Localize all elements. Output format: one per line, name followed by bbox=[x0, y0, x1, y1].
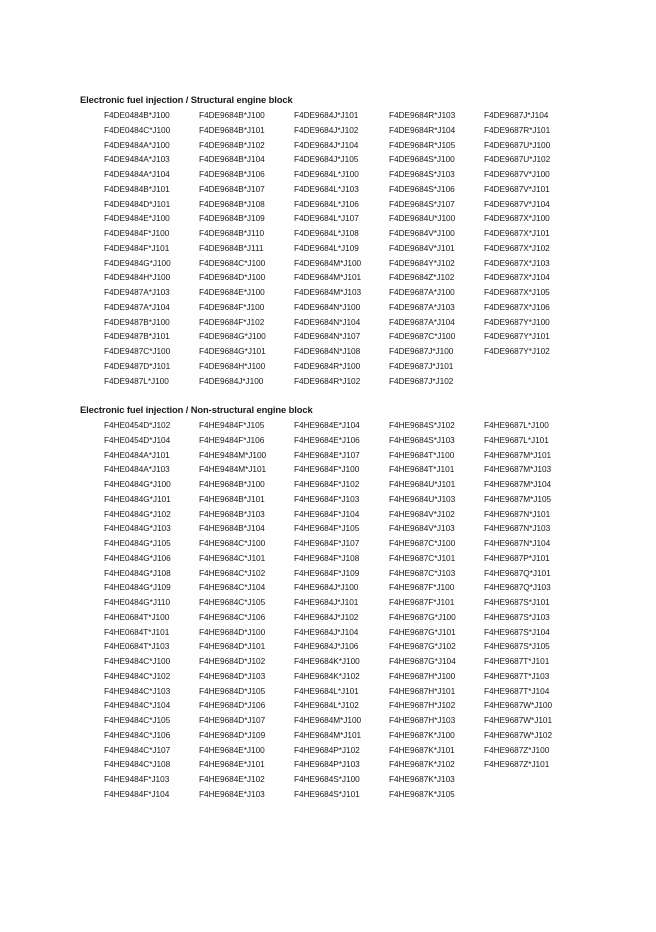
engine-code: F4HE9687N*J104 bbox=[484, 538, 551, 548]
engine-code: F4HE9484F*J106 bbox=[199, 434, 265, 445]
engine-code: F4DE9684M*J101 bbox=[294, 272, 362, 283]
engine-code: F4DE9684L*J103 bbox=[294, 183, 359, 194]
engine-code: F4HE9484F*J105 bbox=[199, 420, 265, 430]
engine-code: F4HE9684M*J101 bbox=[294, 729, 362, 740]
engine-code: F4HE9684D*J107 bbox=[199, 715, 266, 725]
engine-code: F4DE9684G*J100 bbox=[199, 331, 266, 342]
engine-code: F4DE9684B*J104 bbox=[199, 154, 265, 165]
engine-code: F4DE0484B*J100 bbox=[104, 110, 170, 120]
engine-code: F4HE0484G*J101 bbox=[104, 493, 171, 504]
engine-code: F4HE9684J*J106 bbox=[294, 641, 359, 652]
engine-code: F4HE9687H*J101 bbox=[389, 685, 456, 696]
engine-code: F4HE9684S*J102 bbox=[389, 420, 455, 430]
engine-code: F4HE9684B*J100 bbox=[199, 479, 265, 489]
engine-code: F4HE0484G*J105 bbox=[104, 538, 171, 548]
engine-code: F4HE9684S*J100 bbox=[294, 774, 360, 784]
engine-code: F4HE9687Q*J103 bbox=[484, 582, 551, 593]
engine-code: F4DE9684F*J102 bbox=[199, 316, 265, 327]
engine-code: F4DE9484D*J101 bbox=[104, 198, 171, 209]
engine-code: F4DE9487B*J101 bbox=[104, 331, 170, 342]
engine-code: F4HE9684K*J100 bbox=[294, 656, 360, 666]
code-column bbox=[389, 418, 484, 802]
engine-code: F4DE9684J*J102 bbox=[294, 124, 359, 135]
engine-code: F4HE0484G*J100 bbox=[104, 479, 171, 489]
engine-code: F4HE0484A*J103 bbox=[104, 464, 170, 475]
engine-code: F4HE9484C*J106 bbox=[104, 729, 171, 740]
engine-code: F4HE9684F*J104 bbox=[294, 508, 360, 519]
engine-code: F4HE9687L*J101 bbox=[484, 434, 549, 445]
engine-code: F4HE9684E*J101 bbox=[199, 759, 265, 770]
engine-code: F4DE9684J*J101 bbox=[294, 110, 359, 120]
engine-code: F4DE9484A*J104 bbox=[104, 169, 170, 179]
engine-code: F4DE9687J*J100 bbox=[389, 346, 454, 356]
engine-code: F4HE9687C*J100 bbox=[389, 538, 456, 548]
engine-code: F4DE9684R*J100 bbox=[294, 360, 361, 371]
engine-code: F4HE9687C*J101 bbox=[389, 552, 456, 563]
engine-code: F4HE9684D*J102 bbox=[199, 656, 266, 666]
engine-code: F4DE9684S*J106 bbox=[389, 183, 455, 194]
code-column bbox=[389, 108, 484, 388]
engine-code: F4HE9484M*J101 bbox=[199, 464, 267, 475]
engine-code: F4HE0684T*J100 bbox=[104, 611, 170, 622]
engine-code: F4DE9684M*J103 bbox=[294, 287, 362, 297]
engine-code: F4HE9687W*J102 bbox=[484, 729, 553, 740]
engine-code: F4DE9684D*J100 bbox=[199, 272, 266, 283]
engine-code: F4DE9684F*J100 bbox=[199, 301, 265, 312]
engine-code: F4DE9687U*J100 bbox=[484, 139, 551, 150]
engine-code: F4HE9687Z*J100 bbox=[484, 744, 550, 755]
engine-code: F4HE9684F*J107 bbox=[294, 538, 360, 548]
code-column bbox=[104, 418, 199, 802]
engine-code: F4HE9684B*J104 bbox=[199, 523, 265, 534]
engine-code: F4HE9684C*J106 bbox=[199, 611, 266, 622]
engine-code: F4HE9484C*J103 bbox=[104, 685, 171, 696]
engine-code: F4HE9687F*J100 bbox=[389, 582, 455, 593]
engine-code: F4HE9684C*J104 bbox=[199, 582, 266, 593]
engine-code: F4DE9487L*J100 bbox=[104, 375, 169, 386]
engine-code: F4HE9684D*J103 bbox=[199, 670, 266, 681]
engine-code: F4HE9684V*J103 bbox=[389, 523, 455, 534]
engine-code: F4HE9687S*J105 bbox=[484, 641, 550, 652]
engine-code: F4DE9684B*J107 bbox=[199, 183, 265, 194]
engine-code: F4DE9484E*J100 bbox=[104, 213, 170, 224]
engine-code: F4HE9684D*J100 bbox=[199, 626, 266, 637]
engine-code: F4HE9687S*J103 bbox=[484, 611, 550, 622]
engine-code: F4DE9684B*J108 bbox=[199, 198, 265, 209]
engine-code: F4DE9487D*J101 bbox=[104, 360, 171, 371]
engine-code: F4DE9484F*J100 bbox=[104, 228, 170, 238]
engine-code: F4HE9687N*J101 bbox=[484, 508, 551, 519]
engine-code: F4HE9687P*J101 bbox=[484, 552, 550, 563]
engine-code: F4HE9687H*J103 bbox=[389, 715, 456, 725]
engine-code: F4DE9684Y*J102 bbox=[389, 257, 455, 268]
engine-code: F4HE9684D*J101 bbox=[199, 641, 266, 652]
engine-code: F4HE9684L*J102 bbox=[294, 700, 359, 711]
engine-code: F4DE9684N*J104 bbox=[294, 316, 361, 327]
engine-code: F4DE9487B*J100 bbox=[104, 316, 170, 327]
engine-code: F4DE9687J*J102 bbox=[389, 375, 454, 386]
engine-code: F4HE9484C*J107 bbox=[104, 744, 171, 755]
engine-code: F4HE9484C*J105 bbox=[104, 715, 171, 725]
engine-code: F4HE9684E*J102 bbox=[199, 774, 265, 784]
engine-code: F4DE9687A*J103 bbox=[389, 301, 455, 312]
engine-code: F4DE9684V*J100 bbox=[389, 228, 455, 238]
code-grid bbox=[104, 108, 579, 388]
engine-code: F4DE0484C*J100 bbox=[104, 124, 171, 135]
engine-code: F4HE9684C*J100 bbox=[199, 538, 266, 548]
engine-code: F4HE9687K*J103 bbox=[389, 774, 455, 784]
engine-code: F4DE9684M*J100 bbox=[294, 257, 362, 268]
engine-code: F4DE9684Z*J102 bbox=[389, 272, 455, 283]
engine-code: F4DE9684B*J106 bbox=[199, 169, 265, 179]
engine-code: F4HE9484C*J102 bbox=[104, 670, 171, 681]
engine-code: F4DE9684R*J104 bbox=[389, 124, 456, 135]
engine-code: F4HE9684M*J100 bbox=[294, 715, 362, 725]
engine-code: F4HE9687T*J103 bbox=[484, 670, 550, 681]
engine-code: F4HE9684D*J105 bbox=[199, 685, 266, 696]
engine-code: F4DE9684G*J101 bbox=[199, 346, 266, 356]
code-column bbox=[199, 418, 294, 802]
code-column bbox=[294, 418, 389, 802]
engine-code: F4DE9684J*J100 bbox=[199, 375, 264, 386]
engine-code: F4DE9687X*J103 bbox=[484, 257, 550, 268]
engine-code: F4HE9687K*J105 bbox=[389, 788, 455, 799]
engine-code: F4DE9684N*J100 bbox=[294, 301, 361, 312]
engine-code: F4DE9684R*J105 bbox=[389, 139, 456, 150]
engine-code: F4HE9687T*J104 bbox=[484, 685, 550, 696]
engine-code: F4DE9684U*J100 bbox=[389, 213, 456, 224]
engine-code: F4HE9684C*J102 bbox=[199, 567, 266, 578]
engine-code: F4HE9684F*J108 bbox=[294, 552, 360, 563]
engine-code: F4HE9684P*J103 bbox=[294, 759, 360, 770]
engine-code: F4HE9684J*J102 bbox=[294, 611, 359, 622]
engine-code: F4DE9684B*J100 bbox=[199, 110, 265, 120]
engine-code: F4DE9487A*J103 bbox=[104, 287, 170, 297]
engine-code: F4HE9687M*J105 bbox=[484, 493, 552, 504]
engine-code: F4HE0484G*J108 bbox=[104, 567, 171, 578]
engine-code: F4DE9687X*J100 bbox=[484, 213, 550, 224]
engine-code: F4HE9684P*J102 bbox=[294, 744, 360, 755]
engine-code: F4HE9687S*J104 bbox=[484, 626, 550, 637]
engine-code: F4HE9684T*J101 bbox=[389, 464, 455, 475]
engine-code: F4HE9684D*J106 bbox=[199, 700, 266, 711]
engine-code: F4HE9684E*J104 bbox=[294, 420, 360, 430]
engine-code: F4HE9684E*J106 bbox=[294, 434, 360, 445]
engine-code: F4HE9687W*J100 bbox=[484, 700, 553, 711]
engine-code: F4HE0484A*J101 bbox=[104, 449, 170, 460]
engine-code: F4HE9684V*J102 bbox=[389, 508, 455, 519]
engine-code: F4DE9687V*J100 bbox=[484, 169, 550, 179]
engine-code: F4DE9487A*J104 bbox=[104, 301, 170, 312]
code-column bbox=[199, 108, 294, 388]
engine-code: F4DE9687Y*J102 bbox=[484, 346, 550, 356]
engine-code: F4DE9687J*J104 bbox=[484, 110, 549, 120]
engine-code: F4HE9687G*J100 bbox=[389, 611, 456, 622]
engine-code: F4HE9687G*J102 bbox=[389, 641, 456, 652]
engine-code: F4HE9687S*J101 bbox=[484, 597, 550, 607]
engine-code: F4HE9684S*J103 bbox=[389, 434, 455, 445]
engine-code: F4HE9687K*J102 bbox=[389, 759, 455, 770]
engine-code: F4DE9687A*J100 bbox=[389, 287, 455, 297]
code-column bbox=[484, 108, 579, 388]
engine-code: F4DE9684L*J108 bbox=[294, 228, 359, 238]
engine-code: F4HE9684K*J102 bbox=[294, 670, 360, 681]
engine-code: F4HE9687F*J101 bbox=[389, 597, 455, 607]
engine-code: F4HE9687M*J104 bbox=[484, 479, 552, 489]
engine-code: F4DE9684B*J101 bbox=[199, 124, 265, 135]
engine-code: F4HE9484F*J104 bbox=[104, 788, 170, 799]
engine-code: F4HE9684U*J103 bbox=[389, 493, 456, 504]
engine-code: F4HE9684C*J105 bbox=[199, 597, 266, 607]
engine-code: F4HE9684J*J100 bbox=[294, 582, 359, 593]
engine-code: F4HE9687M*J103 bbox=[484, 464, 552, 475]
engine-code: F4HE9684F*J103 bbox=[294, 493, 360, 504]
engine-code: F4HE0454D*J102 bbox=[104, 420, 171, 430]
engine-code: F4HE9687K*J100 bbox=[389, 729, 455, 740]
engine-code: F4HE9687G*J104 bbox=[389, 656, 456, 666]
code-column bbox=[294, 108, 389, 388]
engine-code: F4HE9684B*J103 bbox=[199, 508, 265, 519]
engine-code: F4DE9684J*J105 bbox=[294, 154, 359, 165]
engine-code: F4DE9684J*J104 bbox=[294, 139, 359, 150]
engine-code: F4DE9484B*J101 bbox=[104, 183, 170, 194]
engine-code: F4DE9684B*J109 bbox=[199, 213, 265, 224]
engine-code: F4HE9684B*J101 bbox=[199, 493, 265, 504]
engine-code: F4HE0684T*J103 bbox=[104, 641, 170, 652]
engine-code: F4DE9684S*J107 bbox=[389, 198, 455, 209]
engine-code: F4HE9484F*J103 bbox=[104, 774, 170, 784]
engine-code: F4DE9684E*J100 bbox=[199, 287, 265, 297]
engine-code: F4HE0684T*J101 bbox=[104, 626, 170, 637]
engine-code: F4HE9687G*J101 bbox=[389, 626, 456, 637]
engine-code: F4DE9687X*J105 bbox=[484, 287, 550, 297]
engine-code: F4DE9684S*J103 bbox=[389, 169, 455, 179]
engine-code: F4HE9687W*J101 bbox=[484, 715, 553, 725]
engine-code: F4DE9684N*J107 bbox=[294, 331, 361, 342]
engine-code: F4HE9684F*J100 bbox=[294, 464, 360, 475]
engine-code: F4HE9684U*J101 bbox=[389, 479, 456, 489]
engine-code: F4DE9484G*J100 bbox=[104, 257, 171, 268]
engine-code: F4DE9684B*J111 bbox=[199, 242, 264, 253]
engine-code: F4HE9684E*J100 bbox=[199, 744, 265, 755]
engine-code: F4DE9687R*J101 bbox=[484, 124, 551, 135]
engine-code: F4DE9684B*J110 bbox=[199, 228, 265, 238]
engine-code: F4HE0484G*J109 bbox=[104, 582, 171, 593]
engine-code: F4HE0484G*J102 bbox=[104, 508, 171, 519]
engine-code: F4DE9684S*J100 bbox=[389, 154, 455, 165]
engine-code: F4DE9687U*J102 bbox=[484, 154, 551, 165]
engine-code: F4HE9684T*J100 bbox=[389, 449, 455, 460]
engine-code: F4DE9687X*J102 bbox=[484, 242, 550, 253]
engine-code: F4DE9684R*J103 bbox=[389, 110, 456, 120]
engine-code: F4DE9687X*J104 bbox=[484, 272, 550, 283]
engine-code: F4HE0484G*J110 bbox=[104, 597, 171, 607]
engine-code: F4HE9484M*J100 bbox=[199, 449, 267, 460]
engine-code: F4DE9684L*J106 bbox=[294, 198, 359, 209]
engine-code: F4HE9687M*J101 bbox=[484, 449, 552, 460]
engine-code: F4HE9687N*J103 bbox=[484, 523, 551, 534]
engine-code: F4DE9687Y*J101 bbox=[484, 331, 550, 342]
section-heading: Electronic fuel injection / Structural engine block bbox=[80, 94, 293, 105]
engine-code: F4HE0484G*J103 bbox=[104, 523, 171, 534]
engine-code: F4DE9687V*J101 bbox=[484, 183, 550, 194]
engine-code: F4HE9687K*J101 bbox=[389, 744, 455, 755]
engine-code: F4DE9684L*J109 bbox=[294, 242, 359, 253]
engine-code: F4DE9684L*J107 bbox=[294, 213, 359, 224]
engine-code: F4DE9684R*J102 bbox=[294, 375, 361, 386]
code-column bbox=[484, 418, 579, 802]
engine-code: F4DE9687V*J104 bbox=[484, 198, 550, 209]
engine-code: F4HE9684C*J101 bbox=[199, 552, 266, 563]
engine-code: F4DE9484A*J100 bbox=[104, 139, 170, 150]
engine-code: F4HE9684S*J101 bbox=[294, 788, 360, 799]
section-heading: Electronic fuel injection / Non-structural engine block bbox=[80, 404, 313, 415]
engine-code: F4DE9687X*J101 bbox=[484, 228, 550, 238]
engine-code: F4DE9687X*J106 bbox=[484, 301, 550, 312]
engine-code: F4DE9487C*J100 bbox=[104, 346, 171, 356]
code-grid bbox=[104, 418, 579, 802]
engine-code: F4DE9684L*J100 bbox=[294, 169, 359, 179]
engine-code: F4DE9687J*J101 bbox=[389, 360, 454, 371]
engine-code: F4HE9484C*J108 bbox=[104, 759, 171, 770]
engine-code: F4DE9484H*J100 bbox=[104, 272, 171, 283]
engine-code: F4HE9687Q*J101 bbox=[484, 567, 551, 578]
engine-code: F4HE9687H*J100 bbox=[389, 670, 456, 681]
engine-code: F4HE9684J*J101 bbox=[294, 597, 359, 607]
engine-code: F4HE9684D*J109 bbox=[199, 729, 266, 740]
engine-code: F4DE9687C*J100 bbox=[389, 331, 456, 342]
engine-code: F4DE9687A*J104 bbox=[389, 316, 455, 327]
engine-code: F4DE9687Y*J100 bbox=[484, 316, 550, 327]
engine-code: F4HE0484G*J106 bbox=[104, 552, 171, 563]
engine-code: F4DE9684C*J100 bbox=[199, 257, 266, 268]
engine-code: F4HE9687Z*J101 bbox=[484, 759, 550, 770]
engine-code: F4HE9684F*J109 bbox=[294, 567, 360, 578]
code-column bbox=[104, 108, 199, 388]
engine-code: F4HE9687C*J103 bbox=[389, 567, 456, 578]
engine-code: F4DE9684N*J108 bbox=[294, 346, 361, 356]
engine-code: F4HE9684F*J102 bbox=[294, 479, 360, 489]
engine-code: F4HE9684F*J105 bbox=[294, 523, 360, 534]
engine-code: F4HE9484C*J104 bbox=[104, 700, 171, 711]
engine-code: F4HE9684E*J103 bbox=[199, 788, 265, 799]
engine-code: F4DE9684B*J102 bbox=[199, 139, 265, 150]
engine-code: F4HE9684J*J104 bbox=[294, 626, 359, 637]
engine-code: F4HE9687L*J100 bbox=[484, 420, 549, 430]
engine-code: F4DE9484F*J101 bbox=[104, 242, 170, 253]
engine-code: F4DE9484A*J103 bbox=[104, 154, 170, 165]
engine-code: F4HE9684E*J107 bbox=[294, 449, 360, 460]
engine-code: F4HE9684L*J101 bbox=[294, 685, 359, 696]
engine-code: F4HE9687T*J101 bbox=[484, 656, 550, 666]
engine-code: F4DE9684H*J100 bbox=[199, 360, 266, 371]
engine-code: F4DE9684V*J101 bbox=[389, 242, 455, 253]
engine-code: F4HE9484C*J100 bbox=[104, 656, 171, 666]
engine-code: F4HE0454D*J104 bbox=[104, 434, 171, 445]
engine-code: F4HE9687H*J102 bbox=[389, 700, 456, 711]
